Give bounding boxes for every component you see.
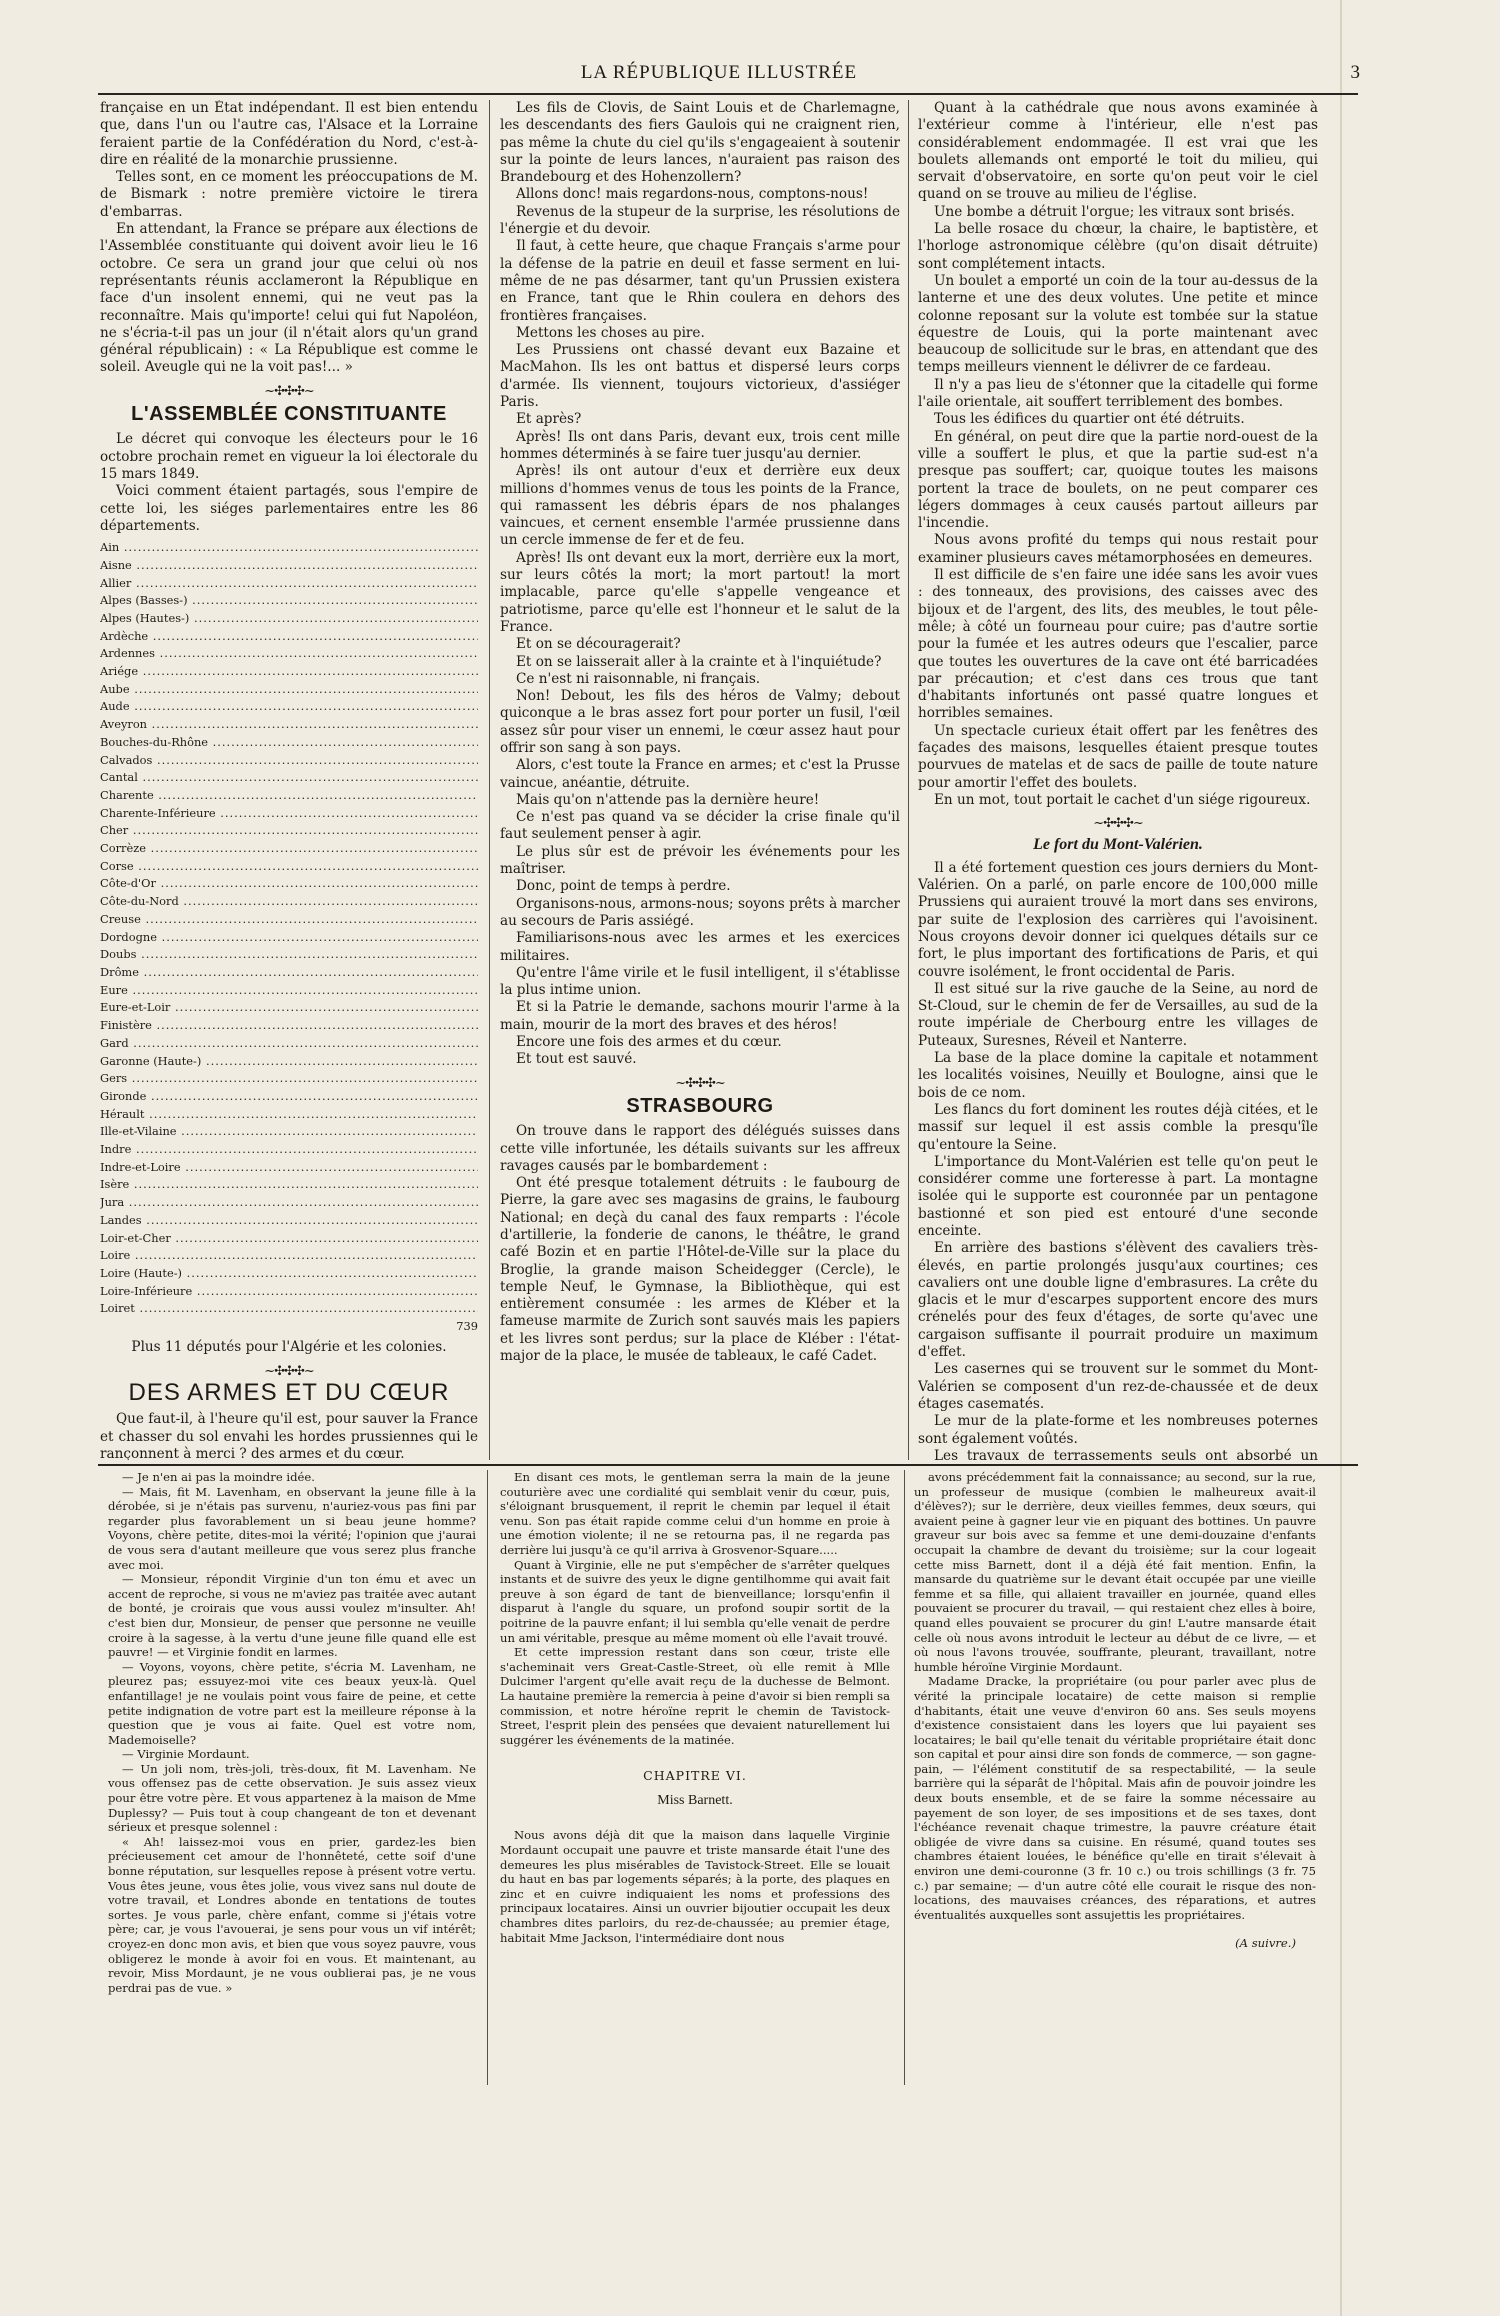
paragraph: Un spectacle curieux était offert par les fenêtres des façades des maisons, lesquelles étaient presque toutes pourvues de matelas et de sacs de paille de toute nature pour amortir l'effet des boulets. (918, 722, 1318, 791)
department-name: Indre-et-Loire ..... (100, 1159, 478, 1177)
paragraph: Non! Debout, les fils des héros de Valmy; debout quiconque a le bras assez fort pour porter un fusil, l'œil assez sûr pour viser un ennemi, le cœur assez haut pour offrir son sang à son pays. (500, 688, 900, 756)
paragraph: française en un État indépendant. Il est bien entendu que, dans l'un ou l'autre cas, l'Alsace et la Lorraine feraient partie de la Confédération du Nord, c'est-à-dire en réalité de la monarchie prussienne. (100, 100, 478, 168)
department-row (100, 1230, 478, 1248)
paragraph: Familiarisons-nous avec les armes et les exercices militaires. (500, 930, 900, 964)
department-name: Gironde ..... (100, 1088, 478, 1106)
paragraph: « Ah! laissez-moi vous en prier, gardez-les bien précieusement cet amour de l'honnêteté, cette soif d'une bonne réputation, sur lesquelles repose à présent votre vertu. Vous êtes jeune, vous êtes jolie, vous vivez sans nul doute de votre travail, et Londres abonde en tentations de toutes sortes. Je vous parle, chère enfant, comme si j'étais votre père; car, je vous l'avouerai, je sens pour vous un vif intérêt; croyez-en donc mon avis, et bien que vous soyez pauvre, vous obligerez le monde à avoir foi en vous. Et maintenant, au revoir, Miss Mordaunt, je ne vous oublierai pas, je ne vous perdrai pas de vue. » (108, 1834, 476, 1995)
department-name: Gers ..... (100, 1070, 478, 1088)
department-name: Cher ..... (100, 822, 478, 840)
paragraph: Mettons les choses au pire. (516, 324, 705, 341)
department-name: Alpes (Basses-) ..... (100, 592, 478, 610)
paragraph: Allons donc! mais regardons-nous, comptons-nous! (516, 186, 869, 203)
department-row (100, 1017, 478, 1035)
paragraph: En attendant, la France se prépare aux élections de l'Assemblée constituante qui doivent avoir lieu le 16 octobre. Ce sera un grand jour que celui où nos représentants réunis acclameront la République en face d'un insolent ennemi, qui ne veut pas la reconnaître. Mais qu'importe! celui qui fut Napoléon, ne s'écria-t-il pas un jour (il n'était alors qu'un grand général républicain) : « La République est comme le soleil. Aveugle qui ne la voit pas!... » (100, 221, 478, 376)
department-row (100, 752, 478, 770)
department-row (100, 929, 478, 947)
department-row (100, 1070, 478, 1088)
paragraph: Et on se laisserait aller à la crainte et à l'inquiétude? (516, 653, 882, 670)
page-fold (1340, 0, 1342, 2316)
department-name: Doubs ..... (100, 946, 478, 964)
feuilleton-text (500, 1828, 890, 1945)
paragraph: La belle rosace du chœur, la chaire, le baptistère, et l'horloge astronomique célèbre (qu'on disait détruite) sont complétement intacts. (918, 221, 1318, 272)
paragraph: En un mot, tout portait le cachet d'un siége rigoureux. (934, 791, 1311, 808)
department-name: Aisne ..... (100, 557, 478, 575)
paragraph: Tous les édifices du quartier ont été détruits. (934, 411, 1245, 428)
column-1 (100, 100, 478, 1460)
department-row (100, 769, 478, 787)
column-divider (908, 100, 909, 1460)
feuilleton-divider (904, 1470, 905, 2085)
section-title-armes: DES ARMES ET DU CŒUR (128, 1378, 450, 1406)
department-name: Hérault ..... (100, 1106, 478, 1124)
mont-valerien-text (918, 860, 1318, 1460)
department-row (100, 1265, 478, 1283)
department-row (100, 628, 478, 646)
paragraph: Nous avons déjà dit que la maison dans laquelle Virginie Mordaunt occupait une pauvre et triste mansarde était l'une des demeures les plus misérables de Tavistock-Street. Elle se louait du haut en bas par logements séparés; à la porte, des plaques en zinc et en cuivre indiquaient les noms et professions des principaux locataires. Ainsi un ouvrier bijoutier occupait les deux chambres dites parloirs, du rez-de-chaussée; au premier étage, habitait Mme Jackson, l'intermédiaire dont nous (500, 1828, 890, 1945)
ornament: ~✣✣✣~ (264, 383, 314, 399)
paragraph: Organisons-nous, armons-nous; soyons prêts à marcher au secours de Paris assiégé. (500, 895, 900, 929)
department-row (100, 875, 478, 893)
department-name: Allier ..... (100, 575, 478, 593)
page-number: 3 (1350, 62, 1360, 83)
department-row (100, 1088, 478, 1106)
department-row (100, 858, 478, 876)
department-name: Côte-du-Nord ..... (100, 893, 478, 911)
department-name: Calvados ..... (100, 752, 478, 770)
column-2 (500, 100, 900, 1460)
department-name: Alpes (Hautes-) ..... (100, 610, 478, 628)
department-name: Loire-Inférieure ..... (100, 1283, 478, 1301)
armes-text (500, 100, 900, 1069)
strasbourg-continued-text (918, 100, 1318, 809)
running-title: LA RÉPUBLIQUE ILLUSTRÉE (580, 62, 858, 83)
paragraph: Les travaux de terrassements seuls ont absorbé un (934, 1447, 1318, 1460)
paragraph: Que faut-il, à l'heure qu'il est, pour sauver la France et chasser du sol envahi les hordes prussiennes qui le rançonnent à merci ? des armes et du cœur. (100, 1411, 478, 1460)
department-row (100, 1212, 478, 1230)
section-title-assemblee: L'ASSEMBLÉE CONSTITUANTE (131, 403, 447, 426)
department-row (100, 822, 478, 840)
paragraph: Après! Ils ont dans Paris, devant eux, trois cent mille hommes déterminés à se faire tuer jusqu'au dernier. (500, 428, 900, 462)
department-row (100, 663, 478, 681)
departments-table (100, 539, 478, 1318)
paragraph: Les casernes qui se trouvent sur le sommet du Mont-Valérien se composent d'un rez-de-chaussée et de deux étages casematés. (918, 1361, 1318, 1412)
department-name: Jura ..... (100, 1194, 478, 1212)
paragraph: avons précédemment fait la connaissance; au second, sur la rue, un professeur de musique (combien le malheureux avait-il d'élèves?); sur le derrière, deux vieilles femmes, deux sœurs, qui avaient peine à gagner leur vie en piquant des bottines. Un pauvre graveur sur bois avec sa femme et une demi-douzaine d'enfants occupait la chambre de devant du troisième; sur la cour logeait cette miss Barnett, dont il a déjà été fait mention. Enfin, la mansarde du quatrième sur le devant était occupée par une vieille femme et sa fille, qui allaient travailler en journée, quand elles pouvaient se procurer du travail, — qui restaient chez elles à boire, quand elles pouvaient se procurer du gin! L'autre mansarde était celle où nous avons introduit le lecteur au début de ce livre, — et où nous l'avons trouvée, souffrante, pleurant, travaillant, notre humble héroïne Virginie Mordaunt. (914, 1470, 1316, 1674)
paragraph: Ce n'est pas quand va se décider la crise finale qu'il faut seulement penser à agir. (500, 809, 900, 843)
ornament: ~✣✣✣~ (675, 1075, 725, 1091)
department-name: Loire (Haute-) ..... (100, 1265, 478, 1283)
paragraph: Mais qu'on n'attende pas la dernière heure! (516, 791, 820, 808)
paragraph: Et après? (516, 411, 582, 428)
paragraph: Il faut, à cette heure, que chaque Français s'arme pour la défense de la patrie en deuil et fasse serment en lui-même de ne pas désarmer, tant qu'un Prussien existera en France, tant que le Rhin coulera en dehors des frontières françaises. (500, 238, 900, 324)
department-name: Corse ..... (100, 858, 478, 876)
paragraph: En général, on peut dire que la partie nord-ouest de la ville a souffert le plus, et que la partie sud-est n'a presque pas souffert; car, quoique toutes les maisons portent la trace de boulets, on ne peut comparer ces légers dommages à ceux causés partout ailleurs par l'incendie. (918, 428, 1318, 532)
paragraph: Voici comment étaient partagés, sous l'empire de cette loi, les siéges parlementaires entre les 86 départements. (100, 483, 478, 534)
paragraph: Telles sont, en ce moment les préoccupations de M. de Bismark : notre première victoire le tirera d'embarras. (100, 169, 478, 220)
department-name: Drôme ..... (100, 964, 478, 982)
department-name: Cantal ..... (100, 769, 478, 787)
department-row (100, 557, 478, 575)
paragraph: Et tout est sauvé. (516, 1051, 637, 1068)
paragraph: Quant à Virginie, elle ne put s'empêcher de s'arrêter quelques instants et de suivre des yeux le digne gentilhomme qui avait fait preuve à son égard de tant de bienveillance; lorsqu'enfin il disparut à l'angle du square, un profond soupir sortit de la poitrine de la pauvre enfant; il lui sembla qu'elle venait de perdre un ami véritable, presque au même moment où elle l'avait trouvé. (500, 1557, 890, 1645)
paragraph: Les Prussiens ont chassé devant eux Bazaine et MacMahon. Ils les ont battus et dispersé leurs corps d'armée. Ils viennent, toujours victorieux, d'assiéger Paris. (500, 342, 900, 411)
paragraph: Il a été fortement question ces jours derniers du Mont-Valérien. On a parlé, on parle encore de 100,000 mille Prussiens qui auraient trouvé la mort dans ses environs, par suite de l'explosion des carrières qui l'avoisinent. Nous croyons devoir donner ici quelques détails sur ce fort, le plus important des fortifications de Paris, et qui couvre isolément, le front occidental de Paris. (918, 859, 1318, 980)
paragraph: — Mais, fit M. Lavenham, en observant la jeune fille à la dérobée, si je n'étais pas survenu, n'auriez-vous pas fini par regarder plus favorablement un si beau jeune homme? Voyons, chère petite, dites-moi la vérité; l'opinion que j'aurai de vous sera d'autant meilleure que vous serez plus franche avec moi. (108, 1484, 476, 1572)
chapter-title: Miss Barnett. (657, 1792, 733, 1808)
page-header (98, 62, 1360, 92)
department-name: Ain ..... (100, 539, 478, 557)
department-name: Bouches-du-Rhône ..... (100, 734, 478, 752)
department-name: Ardennes ..... (100, 645, 478, 663)
department-row (100, 1247, 478, 1265)
department-name: Creuse ..... (100, 911, 478, 929)
department-name: Dordogne ..... (100, 929, 478, 947)
paragraph: Alors, c'est toute la France en armes; et c'est la Prusse vaincue, anéantie, détruite. (500, 757, 900, 791)
department-row (100, 787, 478, 805)
department-row (100, 698, 478, 716)
department-row (100, 982, 478, 1000)
feuilleton-column-3 (914, 1470, 1316, 2085)
department-row (100, 539, 478, 557)
department-row (100, 681, 478, 699)
department-name: Ille-et-Vilaine ..... (100, 1123, 478, 1141)
paragraph: Le plus sûr est de prévoir les événements pour les maîtriser. (500, 843, 900, 878)
paragraph: Revenus de la stupeur de la surprise, les résolutions de l'énergie et du devoir. (500, 203, 900, 238)
paragraph: Quant à la cathédrale que nous avons examinée à l'extérieur comme à l'intérieur, elle n'est pas considérablement endommagée. Il est vrai que les boulets allemands ont emporté le toit du milieu, qui servait d'observatoire, en sorte qu'on peut voir le ciel quand on se trouve au milieu de l'église. (918, 100, 1318, 203)
department-name: Aveyron ..... (100, 716, 478, 734)
paragraph: — Voyons, voyons, chère petite, s'écria M. Lavenham, ne pleurez pas; essuyez-moi vite ces beaux yeux-là. Quel enfantillage! je ne voulais point vous faire de peine, et cette petite indignation de votre part est la meilleure réponse à la question que je vous ai faite. Quel est votre nom, Mademoiselle? (108, 1659, 476, 1747)
ornament: ~✣✣✣~ (1093, 816, 1143, 832)
feuilleton-rule (98, 1464, 1358, 1466)
paragraph: Un boulet a emporté un coin de la tour au-dessus de la lanterne et une des deux volutes. Une petite et mince colonne reposant sur la volute est tombée sur la statue équestre de Louis, qui la porte maintenant avec beaucoup de sollicitude sur le bras, en attendant que des temps meilleurs viennent le délivrer de ce fardeau. (918, 272, 1318, 376)
department-name: Isère ..... (100, 1176, 478, 1194)
header-rule (98, 93, 1358, 95)
paragraph: Les flancs du fort dominent les routes déjà citées, et le massif sur lequel il est assis comble la presqu'île qu'entoure la Seine. (918, 1101, 1318, 1153)
feuilleton-column-1 (108, 1470, 476, 2085)
department-row (100, 893, 478, 911)
department-row (100, 1035, 478, 1053)
paragraph: Il est situé sur la rive gauche de la Seine, au nord de St-Cloud, sur le chemin de fer de Versailles, au sud de la route impériale de Cherbourg entre les villages de Puteaux, Suresnes, Réveil et Nanterre. (918, 980, 1318, 1049)
paragraph: Ont été presque totalement détruits : le faubourg de Pierre, la gare avec ses magasins de grains, le faubourg National; en deçà du canal des faux remparts : l'école d'artillerie, la fonderie de canons, le théâtre, le grand café Bozin et en partie l'Hôtel-de-Ville sur la place du Broglie, la grande maison Scheidegger (Cercle), le temple Neuf, le Gymnase, la Bibliothèque, qui est entièrement consumée : les armes de Kléber et la fameuse marmite de Zurich sont sauvés mais les papiers et les livres sont perdus; sur la place de Kléber : l'état-major de la place, le musée de tableaux, le café Cadet. (500, 1175, 900, 1365)
paragraph: En arrière des bastions s'élèvent des cavaliers très-élevés, en partie prolongés jusqu'aux courtines; ces cavaliers ont une double ligne d'embrasures. La crête du glacis et le mur d'escarpes supportent encore des murs crénelés pour des feux d'étages, de sorte qu'avec une cargaison suffisante il pourrait produire un maximum d'effet. (918, 1240, 1318, 1361)
column-divider (489, 100, 490, 1460)
paragraph: Donc, point de temps à perdre. (516, 878, 731, 895)
paragraph: — Monsieur, répondit Virginie d'un ton ému et avec un accent de reproche, si vous ne m'aviez pas traitée avec autant de bonté, je croirais que vous aussi voulez m'insulter. Ah! c'est bien dur, Monsieur, de penser que personne ne veuille croire à la sagesse, à la vertu d'une jeune fille quand elle est pauvre! — et Virginie fondit en larmes. (108, 1572, 476, 1660)
paragraph: L'importance du Mont-Valérien est telle qu'on peut le considérer comme une forteresse à part. La montagne isolée qui le supporte est couronnée par un pentagone bastionné et son pied est entouré d'une seconde enceinte. (918, 1153, 1318, 1239)
paragraph: Et on se découragerait? (516, 636, 681, 653)
paragraph: Qu'entre l'âme virile et le fusil intelligent, il s'établisse la plus intime union. (500, 964, 900, 999)
paragraph: La base de la place domine la capitale et notamment les localités voisines, Neuilly et Boulogne, ainsi que le bois de ce nom. (918, 1050, 1318, 1101)
department-name: Corrèze ..... (100, 840, 478, 858)
department-name: Aube ..... (100, 681, 478, 699)
department-row (100, 1283, 478, 1301)
paragraph: On trouve dans le rapport des délégués suisses dans cette ville infortunée, les détails suivants sur les affreux ravages causés par le bombardement : (500, 1123, 900, 1174)
paragraph: Le mur de la plate-forme et les nombreuses poternes sont également voûtés. (918, 1413, 1318, 1447)
seats-total: 739 (456, 1319, 478, 1334)
department-name: Charente-Inférieure ..... (100, 805, 478, 823)
paragraph: Après! ils ont autour d'eux et derrière eux deux millions d'hommes venus de tous les points de la France, qui ramassent les débris épars de nos phalanges vaincues, et cernent ensemble l'armée prussienne dans un cercle immense de fer et de feu. (500, 463, 900, 549)
department-row (100, 1194, 478, 1212)
chapter-number: CHAPITRE VI. (643, 1768, 747, 1784)
department-name: Gard ..... (100, 1035, 478, 1053)
feuilleton-text (500, 1470, 890, 1747)
department-row (100, 999, 478, 1017)
department-name: Loire ..... (100, 1247, 478, 1265)
department-row (100, 575, 478, 593)
department-row (100, 946, 478, 964)
feuilleton-column-2 (500, 1470, 890, 2085)
department-row (100, 734, 478, 752)
department-name: Indre ..... (100, 1141, 478, 1159)
paragraph: Madame Dracke, la propriétaire (ou pour parler avec plus de vérité la principale locataire) de cette maison si remplie d'habitants, était une veuve d'environ 60 ans. Ses seuls moyens d'existence consistaient dans les loyers que lui payaient ses locataires; le bail qu'elle tenait du véritable propriétaire était donc son capital et pour ainsi dire son fonds de commerce, — son gagne-pain, — l'élément constitutif de sa respectabilité, — la seule barrière qui la séparât de l'hôpital. Mais afin de pouvoir joindre les deux bouts ensemble, et de se faire la somme nécessaire au payement de son loyer, de ses impositions et de ses taxes, dont l'échéance revenait chaque trimestre, la pauvre créature était obligée de vivre dans sa cuisine. En résumé, quand toutes ses chambres étaient louées, le bénéfice qu'elle en tirait s'élevait à environ une demi-couronne (3 fr. 10 c.) ou trois schillings (3 fr. 75 c.) par semaine; — d'un autre côté elle courait le risque des non-locations, des mauvaises créances, des réparations, et autres éventualités auxquelles sont assujettis les propriétaires. (914, 1674, 1316, 1922)
paragraph: Le décret qui convoque les électeurs pour le 16 octobre prochain remet en vigueur la loi électorale du 15 mars 1849. (100, 431, 478, 482)
paragraph: Nous avons profité du temps qui nous restait pour examiner plusieurs caves métamorphosées en demeures. (918, 532, 1318, 566)
department-name: Charente ..... (100, 787, 478, 805)
column-3 (918, 100, 1318, 1460)
paragraph: En disant ces mots, le gentleman serra la main de la jeune couturière avec une cordialité qui semblait venir du cœur, puis, s'éloignant brusquement, il reprit le chemin par lequel il était venu. Son pas était rapide comme celui d'un homme en proie à une émotion violente; il ne se retourna pas, il ne regarda pas derrière lui jusqu'à ce qu'il arriva à Grosvenor-Square..... (500, 1470, 890, 1557)
department-row (100, 610, 478, 628)
department-name: Loiret ..... (100, 1300, 478, 1318)
departments-column-left (100, 539, 478, 1318)
ornament: ~✣✣✣~ (264, 1363, 314, 1379)
department-row (100, 1300, 478, 1318)
department-name: Aude ..... (100, 698, 478, 716)
department-row (100, 645, 478, 663)
department-row (100, 840, 478, 858)
department-name: Eure ..... (100, 982, 478, 1000)
paragraph: Encore une fois des armes et du cœur. (516, 1034, 782, 1051)
paragraph: Et si la Patrie le demande, sachons mourir l'arme à la main, mourir de la mort des braves et des héros! (500, 999, 900, 1033)
department-row (100, 805, 478, 823)
department-row (100, 1176, 478, 1194)
paragraph: Ce n'est ni raisonnable, ni français. (516, 670, 761, 687)
paragraph: — Je n'en ai pas la moindre idée. (122, 1470, 315, 1484)
department-name: Loir-et-Cher ..... (100, 1230, 478, 1248)
paragraph: — Virginie Mordaunt. (122, 1747, 250, 1762)
department-row (100, 1141, 478, 1159)
department-row (100, 1106, 478, 1124)
paragraph: — Un joli nom, très-joli, très-doux, fit M. Lavenham. Ne vous offensez pas de cette observation. Je suis assez vieux pour être votre père. Et vous appartenez à la maison de Mme Duplessy? — Puis tout à coup changeant de ton et devenant sérieux et presque solennel : (108, 1761, 476, 1835)
department-name: Landes ..... (100, 1212, 478, 1230)
paragraph: Il n'y a pas lieu de s'étonner que la citadelle qui forme l'aile orientale, ait souffert terriblement des bombes. (918, 376, 1318, 411)
department-row (100, 716, 478, 734)
department-row (100, 1123, 478, 1141)
department-name: Finistère ..... (100, 1017, 478, 1035)
department-name: Ardèche ..... (100, 628, 478, 646)
paragraph: Une bombe a détruit l'orgue; les vitraux sont brisés. (934, 203, 1295, 220)
department-row (100, 964, 478, 982)
department-name: Eure-et-Loir ..... (100, 999, 478, 1017)
paragraph: Et cette impression restant dans son cœur, triste elle s'acheminait vers Great-Castle-Street, où elle remit à Mlle Dulcimer l'argent qu'elle avait reçu de la duchesse de Belmont. La hautaine première la remercia à peine d'avoir si bien rempli sa commission, et notre héroïne reprit le chemin de Tavistock-Street, l'esprit plein des pensées que devaient naturellement lui suggérer les événements de la matinée. (500, 1645, 890, 1747)
department-name: Côte-d'Or ..... (100, 875, 478, 893)
feuilleton-divider (487, 1470, 488, 2085)
department-row (100, 592, 478, 610)
section-title-mont-valerien: Le fort du Mont-Valérien. (1033, 836, 1203, 854)
paragraph: Les fils de Clovis, de Saint Louis et de Charlemagne, les descendants des fiers Gaulois qui ne craignent rien, pas même la chute du ciel qu'ils s'engageaient à soutenir sur la pointe de leurs lances, n'auraient pas raison des Brandebourg et des Hohenzollern? (500, 100, 900, 186)
feuilleton-text (914, 1470, 1316, 1922)
section-title-strasbourg: STRASBOURG (626, 1094, 774, 1117)
department-name: Ariége ..... (100, 663, 478, 681)
paragraph: Il est difficile de s'en faire une idée sans les avoir vues : des tonneaux, des provisions, des caisses avec des bijoux et de l'argent, des lits, des meubles, le tout pêle-mêle; à côté un fourneau pour cuire; pas d'autre sortie pour la fumée et les autres odeurs que l'escalier, parce que toutes les ouvertures de la cave ont été barricadées par précaution; et c'est dans ces trous que tant d'habitants infortunés ont passé quatre longues et horribles semaines. (918, 567, 1318, 722)
department-row (100, 1159, 478, 1177)
department-row (100, 1053, 478, 1071)
paragraph: Après! Ils ont devant eux la mort, derrière eux la mort, sur leurs côtés la mort; la mort partout! la mort implacable, parce qu'elle s'appelle vengeance et patriotisme, parce qu'elle est l'honneur et le salut de la France. (500, 549, 900, 635)
department-row (100, 911, 478, 929)
to-be-continued: (A suivre.) (1235, 1936, 1296, 1951)
algerie-note: Plus 11 députés pour l'Algérie et les colonies. (131, 1339, 447, 1356)
department-name: Garonne (Haute-) ..... (100, 1053, 478, 1071)
